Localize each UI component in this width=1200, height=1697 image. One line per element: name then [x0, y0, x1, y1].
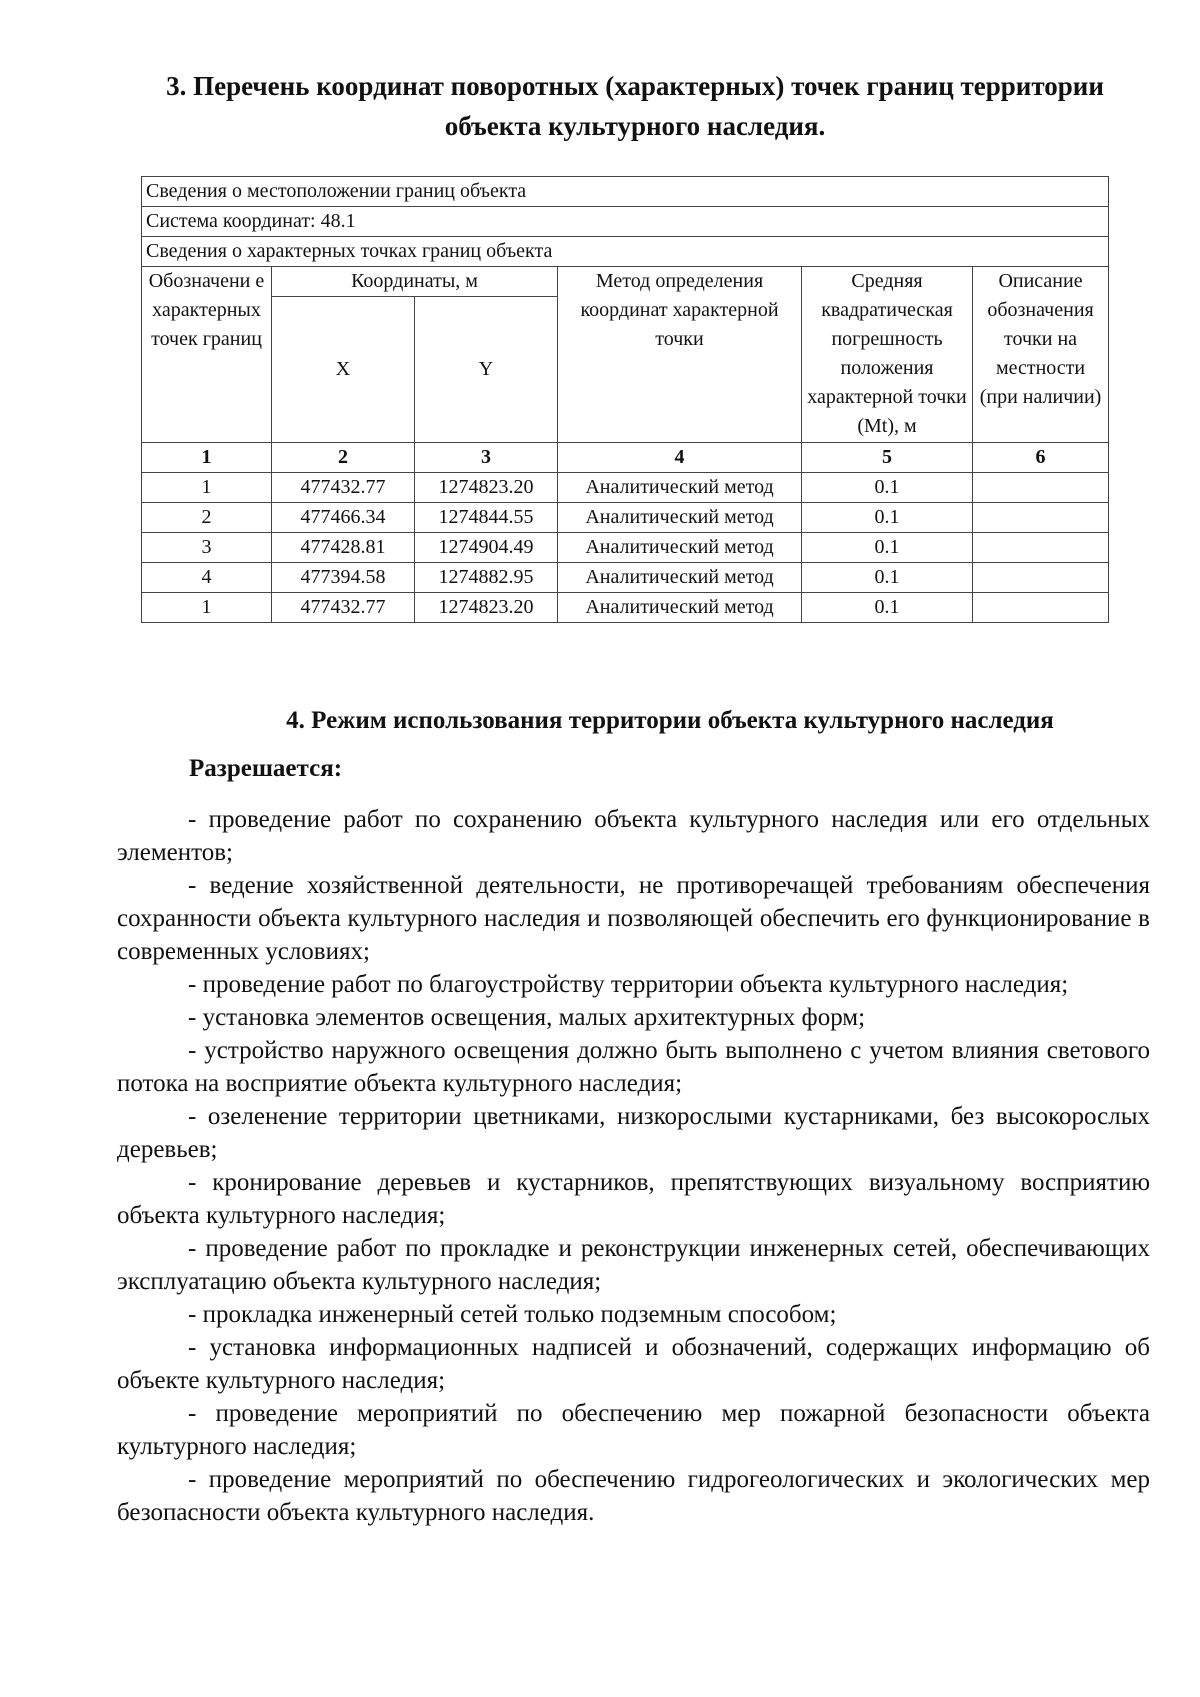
header-designation: Обозначени е характерных точек границ — [142, 267, 272, 443]
cell-method: Аналитический метод — [558, 503, 802, 533]
table-row — [142, 503, 1109, 533]
cell-description — [973, 593, 1109, 623]
cell-description — [973, 473, 1109, 503]
list-item: - ведение хозяйственной деятельности, не противоречащей требованиям обеспечения сохранности объекта культурного наследия и позволяющей обеспечить его функционирование в современных условиях; — [117, 872, 1150, 965]
cell-y: 1274823.20 — [415, 593, 558, 623]
cell-error: 0.1 — [802, 473, 973, 503]
table-info-coordinate-system: Система координат: 48.1 — [142, 207, 1109, 237]
cell-point: 3 — [142, 533, 272, 563]
cell-point: 4 — [142, 563, 272, 593]
list-item: - устройство наружного освещения должно быть выполнено с учетом влияния светового потока на восприятие объекта культурного наследия; — [117, 1037, 1150, 1097]
cell-error: 0.1 — [802, 563, 973, 593]
cell-error: 0.1 — [802, 533, 973, 563]
column-number: 3 — [415, 443, 558, 473]
list-item: - установка информационных надписей и обозначений, содержащих информацию об объекте культурного наследия; — [117, 1334, 1150, 1394]
cell-error: 0.1 — [802, 503, 973, 533]
cell-method: Аналитический метод — [558, 563, 802, 593]
table-row — [142, 473, 1109, 503]
cell-x: 477466.34 — [272, 503, 415, 533]
table-row — [142, 533, 1109, 563]
header-y: Y — [415, 297, 558, 443]
allowed-list — [117, 803, 1150, 1529]
list-item: - установка элементов освещения, малых архитектурных форм; — [188, 1004, 866, 1031]
cell-method: Аналитический метод — [558, 593, 802, 623]
cell-description — [973, 563, 1109, 593]
list-item: - проведение мероприятий по обеспечению гидрогеологических и экологических мер безопасности объекта культурного наследия. — [117, 1466, 1150, 1526]
header-coordinates: Координаты, м — [272, 267, 558, 297]
section-3-title: 3. Перечень координат поворотных (характерных) точек границ территории объекта культурного наследия. — [166, 71, 1104, 141]
column-number: 6 — [973, 443, 1109, 473]
cell-point: 1 — [142, 473, 272, 503]
header-description: Описание обозначения точки на местности (при наличии) — [973, 267, 1109, 443]
cell-x: 477428.81 — [272, 533, 415, 563]
coordinates-table — [141, 176, 1109, 623]
cell-x: 477394.58 — [272, 563, 415, 593]
cell-y: 1274904.49 — [415, 533, 558, 563]
cell-point: 1 — [142, 593, 272, 623]
cell-point: 2 — [142, 503, 272, 533]
column-number: 2 — [272, 443, 415, 473]
cell-description — [973, 533, 1109, 563]
column-numbers-row — [142, 443, 1109, 473]
list-item: - озеленение территории цветниками, низкорослыми кустарниками, без высокорослых деревьев; — [117, 1103, 1150, 1163]
header-method: Метод определения координат характерной точки — [558, 267, 802, 443]
table-row — [142, 563, 1109, 593]
cell-x: 477432.77 — [272, 473, 415, 503]
header-error: Средняя квадратическая погрешность положения характерной точки (Mt), м — [802, 267, 973, 443]
column-number: 1 — [142, 443, 272, 473]
cell-x: 477432.77 — [272, 593, 415, 623]
cell-y: 1274844.55 — [415, 503, 558, 533]
allowed-heading: Разрешается: — [189, 755, 343, 782]
list-item: - проведение мероприятий по обеспечению мер пожарной безопасности объекта культурного наследия; — [117, 1400, 1150, 1460]
list-item: - кронирование деревьев и кустарников, препятствующих визуальному восприятию объекта культурного наследия; — [117, 1169, 1150, 1229]
list-item: - проведение работ по прокладке и реконструкции инженерных сетей, обеспечивающих эксплуатацию объекта культурного наследия; — [117, 1235, 1150, 1295]
cell-y: 1274882.95 — [415, 563, 558, 593]
table-info-location: Сведения о местоположении границ объекта — [142, 177, 1109, 207]
cell-y: 1274823.20 — [415, 473, 558, 503]
header-x: X — [272, 297, 415, 443]
list-item: - прокладка инженерный сетей только подземным способом; — [188, 1301, 837, 1328]
section-4-title: 4. Режим использования территории объекта культурного наследия — [286, 707, 1054, 734]
table-row — [142, 593, 1109, 623]
column-number: 5 — [802, 443, 973, 473]
table-info-points: Сведения о характерных точках границ объекта — [142, 237, 1109, 267]
column-number: 4 — [558, 443, 802, 473]
list-item: - проведение работ по благоустройству территории объекта культурного наследия; — [188, 971, 1069, 998]
cell-error: 0.1 — [802, 593, 973, 623]
cell-method: Аналитический метод — [558, 533, 802, 563]
cell-method: Аналитический метод — [558, 473, 802, 503]
cell-description — [973, 503, 1109, 533]
list-item: - проведение работ по сохранению объекта культурного наследия или его отдельных элементов; — [117, 806, 1150, 866]
